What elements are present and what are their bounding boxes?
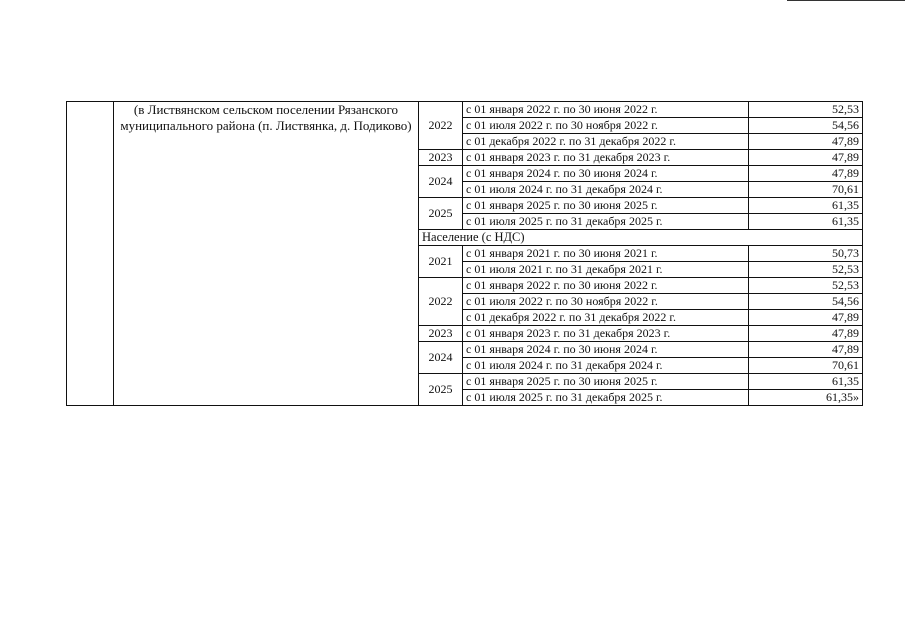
value-cell: 54,56 <box>749 294 863 310</box>
group-header: Население (с НДС) <box>419 230 863 246</box>
period-cell: с 01 января 2022 г. по 30 июня 2022 г. <box>463 278 749 294</box>
period-cell: с 01 декабря 2022 г. по 31 декабря 2022 г. <box>463 134 749 150</box>
period-cell: с 01 января 2023 г. по 31 декабря 2023 г. <box>463 326 749 342</box>
period-cell: с 01 июля 2025 г. по 31 декабря 2025 г. <box>463 390 749 406</box>
year-cell: 2024 <box>419 166 463 198</box>
period-cell: с 01 декабря 2022 г. по 31 декабря 2022 г. <box>463 310 749 326</box>
period-cell: с 01 января 2022 г. по 30 июня 2022 г. <box>463 102 749 118</box>
value-cell: 47,89 <box>749 326 863 342</box>
year-cell: 2021 <box>419 246 463 278</box>
period-cell: с 01 июля 2022 г. по 30 ноября 2022 г. <box>463 118 749 134</box>
year-cell: 2025 <box>419 374 463 406</box>
period-cell: с 01 июля 2021 г. по 31 декабря 2021 г. <box>463 262 749 278</box>
value-cell: 61,35» <box>749 390 863 406</box>
period-cell: с 01 июля 2022 г. по 30 ноября 2022 г. <box>463 294 749 310</box>
value-cell: 61,35 <box>749 374 863 390</box>
value-cell: 70,61 <box>749 358 863 374</box>
table-row <box>67 102 863 118</box>
blank-cell <box>67 102 114 406</box>
period-cell: с 01 января 2021 г. по 30 июня 2021 г. <box>463 246 749 262</box>
value-cell: 47,89 <box>749 166 863 182</box>
value-cell: 47,89 <box>749 150 863 166</box>
location-description: (в Листвянском сельском поселении Рязанского муниципального района (п. Листвянка, д. Подиково) <box>114 102 419 406</box>
period-cell: с 01 июля 2024 г. по 31 декабря 2024 г. <box>463 182 749 198</box>
value-cell: 50,73 <box>749 246 863 262</box>
year-cell: 2022 <box>419 278 463 326</box>
value-cell: 52,53 <box>749 278 863 294</box>
value-cell: 61,35 <box>749 198 863 214</box>
period-cell: с 01 января 2024 г. по 30 июня 2024 г. <box>463 342 749 358</box>
value-cell: 70,61 <box>749 182 863 198</box>
year-cell: 2025 <box>419 198 463 230</box>
value-cell: 47,89 <box>749 342 863 358</box>
year-cell: 2024 <box>419 342 463 374</box>
value-cell: 47,89 <box>749 310 863 326</box>
period-cell: с 01 июля 2025 г. по 31 декабря 2025 г. <box>463 214 749 230</box>
value-cell: 54,56 <box>749 118 863 134</box>
period-cell: с 01 января 2025 г. по 30 июня 2025 г. <box>463 374 749 390</box>
period-cell: с 01 января 2025 г. по 30 июня 2025 г. <box>463 198 749 214</box>
tariff-table <box>66 101 863 406</box>
year-cell: 2022 <box>419 102 463 150</box>
top-rule <box>787 0 905 1</box>
year-cell: 2023 <box>419 326 463 342</box>
period-cell: с 01 января 2024 г. по 30 июня 2024 г. <box>463 166 749 182</box>
period-cell: с 01 июля 2024 г. по 31 декабря 2024 г. <box>463 358 749 374</box>
value-cell: 47,89 <box>749 134 863 150</box>
value-cell: 52,53 <box>749 102 863 118</box>
value-cell: 52,53 <box>749 262 863 278</box>
period-cell: с 01 января 2023 г. по 31 декабря 2023 г. <box>463 150 749 166</box>
value-cell: 61,35 <box>749 214 863 230</box>
year-cell: 2023 <box>419 150 463 166</box>
